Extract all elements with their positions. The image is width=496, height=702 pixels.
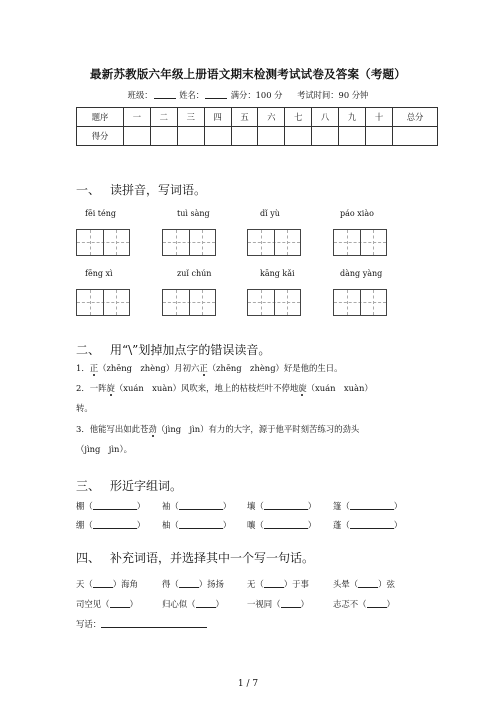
text: ） bbox=[393, 501, 403, 511]
idiom-item bbox=[333, 598, 395, 610]
pinyin: kāng kǎi bbox=[260, 269, 295, 278]
answer-blank[interactable] bbox=[196, 599, 216, 608]
exam-meta bbox=[0, 89, 496, 101]
score-cell[interactable] bbox=[177, 127, 204, 146]
text: 绷（ bbox=[76, 520, 93, 530]
section-title: 补充词语，并选择其中一个写一句话。 bbox=[110, 551, 315, 565]
score-cell[interactable] bbox=[339, 127, 366, 146]
answer-blank[interactable] bbox=[93, 520, 137, 529]
writing-box[interactable] bbox=[333, 289, 387, 316]
section-1-heading bbox=[76, 181, 206, 198]
text: （zhēng zhèng）好是他的生日。 bbox=[207, 363, 343, 373]
text: ） bbox=[136, 520, 146, 530]
sentence-blank[interactable] bbox=[101, 619, 207, 628]
table-cell: 三 bbox=[177, 108, 204, 127]
pinyin: zuǐ chún bbox=[177, 269, 212, 278]
score-cell[interactable] bbox=[231, 127, 258, 146]
text: 得（ bbox=[162, 579, 179, 589]
writing-box[interactable] bbox=[247, 289, 301, 316]
text: 2．一阵 bbox=[76, 383, 107, 393]
text: （xuán xuàn）风吹来，地上的枯枝烂叶不停地 bbox=[114, 383, 299, 393]
word-item bbox=[333, 500, 402, 512]
text: ）扬扬 bbox=[198, 579, 224, 589]
exam-time: 考试时间：90 分钟 bbox=[297, 90, 369, 100]
word-item bbox=[333, 519, 402, 531]
text: ） bbox=[215, 599, 224, 609]
table-cell: 题序 bbox=[77, 108, 124, 127]
section-number: 二、 bbox=[76, 343, 101, 357]
page-title: 最新苏教版六年级上册语文期末检测考试试卷及答案（考题） bbox=[90, 67, 406, 81]
section-4-heading bbox=[76, 549, 314, 566]
section-number: 一、 bbox=[76, 183, 101, 197]
pinyin: fēi téng bbox=[85, 209, 117, 218]
table-cell: 四 bbox=[204, 108, 231, 127]
word-item bbox=[247, 519, 316, 531]
answer-blank[interactable] bbox=[350, 501, 394, 510]
question-line: 转。 bbox=[76, 403, 93, 413]
answer-blank[interactable] bbox=[93, 579, 113, 588]
idiom-item bbox=[247, 598, 309, 610]
answer-blank[interactable] bbox=[367, 599, 387, 608]
text: 壤（ bbox=[247, 501, 264, 511]
write-label: 写话： bbox=[76, 619, 102, 629]
question-line bbox=[76, 362, 343, 374]
idiom-item bbox=[76, 578, 138, 590]
score-cell[interactable] bbox=[258, 127, 285, 146]
word-item bbox=[162, 500, 231, 512]
text: 袖（ bbox=[162, 501, 179, 511]
section-2-heading bbox=[76, 341, 270, 358]
word-item bbox=[76, 500, 145, 512]
answer-blank[interactable] bbox=[350, 520, 394, 529]
question-line: （jìng jìn）。 bbox=[76, 444, 133, 454]
table-cell: 二 bbox=[150, 108, 177, 127]
section-number: 四、 bbox=[76, 551, 101, 565]
writing-box[interactable] bbox=[76, 289, 130, 316]
text: 司空见（ bbox=[76, 599, 110, 609]
word-item bbox=[162, 519, 231, 531]
text: 一视同（ bbox=[247, 599, 281, 609]
score-table bbox=[76, 107, 438, 146]
pinyin: tuì sàng bbox=[177, 209, 210, 218]
section-3-heading bbox=[76, 477, 182, 494]
score-table-score-row bbox=[77, 127, 438, 146]
table-cell: 一 bbox=[124, 108, 151, 127]
word-item bbox=[247, 500, 316, 512]
text: 篷（ bbox=[333, 501, 350, 511]
text: 无（ bbox=[247, 579, 264, 589]
idiom-item bbox=[247, 578, 309, 590]
pinyin: fēng xì bbox=[85, 269, 113, 278]
score-table-header-row bbox=[77, 108, 438, 127]
full-score: 满分：100 分 bbox=[230, 90, 283, 100]
idiom-item bbox=[162, 598, 224, 610]
text: ） bbox=[300, 599, 309, 609]
writing-box[interactable] bbox=[247, 229, 301, 256]
table-cell: 十 bbox=[366, 108, 393, 127]
section-title: 用“\”划掉加点字的错误读音。 bbox=[110, 343, 271, 357]
answer-blank[interactable] bbox=[264, 520, 308, 529]
score-cell[interactable] bbox=[393, 127, 438, 146]
table-cell: 得分 bbox=[77, 127, 124, 146]
score-cell[interactable] bbox=[312, 127, 339, 146]
answer-blank[interactable] bbox=[264, 579, 284, 588]
dotted-char: 正 bbox=[89, 363, 99, 373]
text: 柚（ bbox=[162, 520, 179, 530]
text: ） bbox=[136, 501, 146, 511]
text: 1． bbox=[76, 363, 90, 373]
writing-box[interactable] bbox=[333, 229, 387, 256]
idiom-item bbox=[76, 598, 138, 610]
section-title: 读拼音，写词语。 bbox=[110, 183, 207, 197]
pinyin: páo xiào bbox=[340, 209, 374, 218]
answer-blank[interactable] bbox=[281, 599, 301, 608]
score-cell[interactable] bbox=[150, 127, 177, 146]
text: ）于事 bbox=[283, 579, 309, 589]
text: 天（ bbox=[76, 579, 93, 589]
writing-box[interactable] bbox=[76, 229, 130, 256]
table-cell: 总分 bbox=[393, 108, 438, 127]
text: ） bbox=[393, 520, 403, 530]
text: ） bbox=[222, 501, 232, 511]
text: 3．他能写出如此苍 bbox=[76, 424, 149, 434]
answer-blank[interactable] bbox=[264, 501, 308, 510]
text: 头晕（ bbox=[333, 579, 359, 589]
write-sentence bbox=[76, 618, 207, 630]
text: 志忑不（ bbox=[333, 599, 367, 609]
table-cell: 七 bbox=[285, 108, 312, 127]
answer-blank[interactable] bbox=[93, 501, 137, 510]
text: ）弦 bbox=[378, 579, 395, 589]
table-cell: 九 bbox=[339, 108, 366, 127]
answer-blank[interactable] bbox=[110, 599, 130, 608]
name-blank[interactable] bbox=[205, 90, 227, 99]
answer-blank[interactable] bbox=[179, 520, 223, 529]
text: ） bbox=[386, 599, 395, 609]
text: （jìng jìn）有力的大字，源于他平时刻苦练习的劲头 bbox=[156, 424, 360, 434]
text: 棚（ bbox=[76, 501, 93, 511]
word-item bbox=[76, 519, 145, 531]
section-title: 形近字组词。 bbox=[110, 479, 183, 493]
table-cell: 六 bbox=[258, 108, 285, 127]
idiom-item bbox=[333, 578, 395, 590]
score-cell[interactable] bbox=[366, 127, 393, 146]
class-blank[interactable] bbox=[154, 90, 176, 99]
dotted-char: 劲 bbox=[148, 424, 157, 434]
text: ） bbox=[129, 599, 138, 609]
question-line bbox=[76, 382, 373, 394]
page-number: 1 / 7 bbox=[237, 679, 259, 689]
writing-box[interactable] bbox=[162, 289, 216, 316]
dotted-char: 旋 bbox=[106, 383, 115, 393]
class-label: 班级： bbox=[127, 90, 153, 100]
answer-blank[interactable] bbox=[179, 501, 223, 510]
table-cell: 八 bbox=[312, 108, 339, 127]
text: 蓬（ bbox=[333, 520, 350, 530]
text: 嚷（ bbox=[247, 520, 264, 530]
score-cell[interactable] bbox=[124, 127, 151, 146]
pinyin: dǐ yù bbox=[260, 209, 280, 218]
score-cell[interactable] bbox=[285, 127, 312, 146]
table-cell: 五 bbox=[231, 108, 258, 127]
score-cell[interactable] bbox=[204, 127, 231, 146]
section-number: 三、 bbox=[76, 479, 101, 493]
dotted-char: 旋 bbox=[298, 383, 307, 393]
writing-box[interactable] bbox=[162, 229, 216, 256]
answer-blank[interactable] bbox=[179, 579, 199, 588]
text: （xuán xuàn） bbox=[306, 383, 373, 393]
answer-blank[interactable] bbox=[358, 579, 378, 588]
text: 归心似（ bbox=[162, 599, 196, 609]
text: ） bbox=[222, 520, 232, 530]
text: ） bbox=[307, 520, 317, 530]
idiom-item bbox=[162, 578, 224, 590]
question-line bbox=[76, 423, 359, 435]
text: ） bbox=[307, 501, 317, 511]
name-label: 姓名： bbox=[179, 90, 205, 100]
dotted-char: 正 bbox=[199, 363, 208, 373]
text: ）海角 bbox=[112, 579, 138, 589]
text: （zhēng zhèng）月初六 bbox=[98, 363, 200, 373]
pinyin: dàng yàng bbox=[340, 269, 383, 278]
